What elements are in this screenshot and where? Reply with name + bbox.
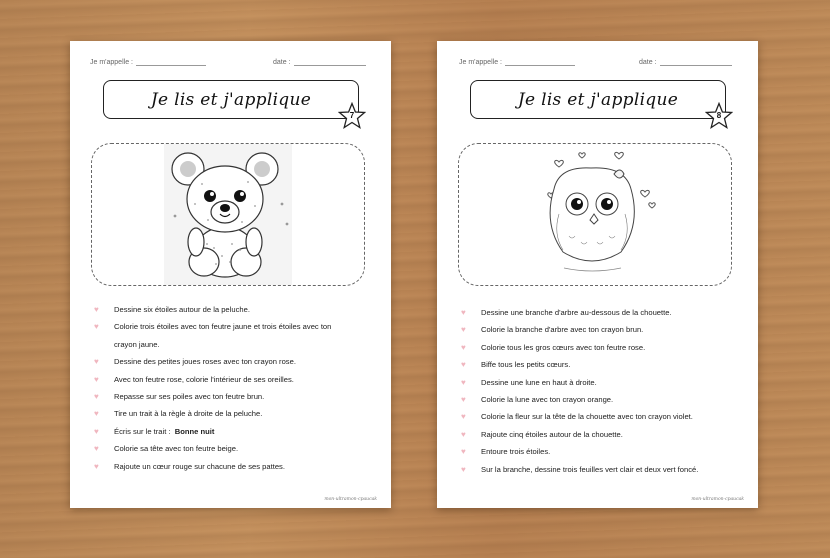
date-label: date : [639,59,657,66]
instruction-item: ♥ Entoure trois étoiles. [461,443,751,460]
teddy-bear-illustration [92,144,364,285]
illustration-frame [458,143,732,286]
heart-icon: ♥ [461,395,466,405]
instruction-item: ♥ Avec ton feutre rose, colorie l'intérieur de ses oreilles. [94,371,384,388]
instruction-item: ♥ Tire un trait à la règle à droite de la peluche. [94,405,384,422]
heart-icon: ♥ [94,322,99,332]
name-line[interactable] [505,58,575,66]
worksheet-7 [70,41,391,508]
worksheet-8 [437,41,758,508]
heart-icon: ♥ [94,392,99,402]
footer-credit: mon-ultramon-cpaucak [324,497,377,502]
footer-credit: mon-ultramon-cpaucak [691,497,744,502]
heart-icon: ♥ [461,360,466,370]
page-title: Je lis et j'applique [150,89,312,110]
heart-icon: ♥ [94,357,99,367]
instruction-item: ♥ Écris sur le trait : Bonne nuit [94,423,384,440]
heart-icon: ♥ [94,374,99,384]
heart-icon: ♥ [461,377,466,387]
heart-icon: ♥ [461,447,466,457]
page-number-star [338,102,366,130]
instruction-item: ♥ Dessine six étoiles autour de la peluche. [94,301,384,318]
heart-icon: ♥ [461,412,466,422]
date-line[interactable] [660,58,732,66]
name-label: Je m'appelle : [459,59,502,66]
heart-icon: ♥ [94,461,99,471]
page-number: 7 [349,111,355,120]
heart-icon: ♥ [461,342,466,352]
name-field [459,58,575,66]
bold-phrase: Bonne nuit [174,426,215,436]
heart-icon: ♥ [94,409,99,419]
instruction-item: ♥ Rajoute un cœur rouge sur chacune de ses pattes. [94,458,384,475]
instruction-item: ♥ Sur la branche, dessine trois feuilles vert clair et deux vert foncé. [461,461,751,478]
instruction-item: ♥ Dessine des petites joues roses avec ton crayon rose. [94,353,384,370]
heart-icon: ♥ [94,305,99,314]
heart-icon: ♥ [461,308,466,317]
instruction-item: ♥ Dessine une lune en haut à droite. [461,374,751,391]
instruction-item: ♥ Colorie trois étoiles avec ton feutre jaune et trois étoiles avec ton [94,318,384,335]
instruction-item: ♥ Colorie sa tête avec ton feutre beige. [94,440,384,457]
heart-icon: ♥ [94,444,99,454]
instruction-item: ♥ Colorie la branche d'arbre avec ton crayon brun. [461,321,751,338]
date-line[interactable] [294,58,366,66]
title-box [470,80,726,119]
page-title: Je lis et j'applique [517,89,679,110]
owl-illustration [459,144,731,285]
instruction-item: ♥ Biffe tous les petits cœurs. [461,356,751,373]
date-field [273,58,366,66]
page-number-star [705,102,733,130]
instruction-item-continuation: crayon jaune. [114,339,160,349]
heart-icon: ♥ [461,325,466,335]
page-number: 8 [716,111,722,120]
instruction-list [461,304,751,478]
instruction-list [94,301,384,475]
name-label: Je m'appelle : [90,59,133,66]
instruction-item: ♥ Repasse sur ses poiles avec ton feutre brun. [94,388,384,405]
date-label: date : [273,59,291,66]
instruction-item: ♥ Colorie la lune avec ton crayon orange. [461,391,751,408]
instruction-item: ♥ Rajoute cinq étoiles autour de la chouette. [461,426,751,443]
illustration-frame [91,143,365,286]
instruction-item: ♥ Colorie tous les gros cœurs avec ton feutre rose. [461,339,751,356]
instruction-item: ♥ Colorie la fleur sur la tête de la chouette avec ton crayon violet. [461,408,751,425]
heart-icon: ♥ [461,464,466,474]
name-line[interactable] [136,58,206,66]
heart-icon: ♥ [461,429,466,439]
title-box [103,80,359,119]
heart-icon: ♥ [94,426,99,436]
date-field [639,58,732,66]
name-field [90,58,206,66]
instruction-item: ♥ Dessine une branche d'arbre au-dessous de la chouette. [461,304,751,321]
